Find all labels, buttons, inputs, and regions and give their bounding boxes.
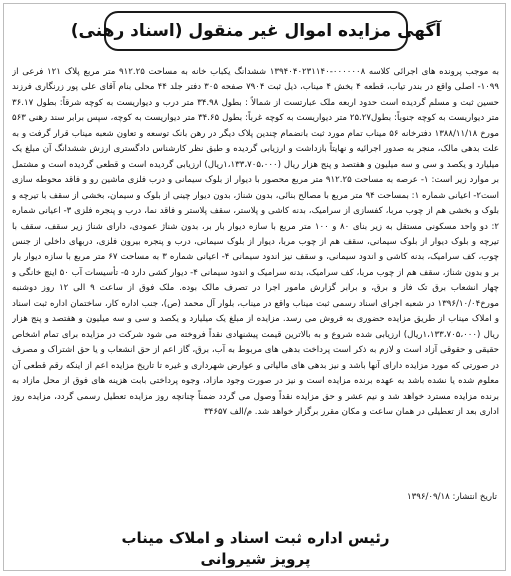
notice-body: به موجب پرونده های اجرائی کلاسه ۰۰۰۰۰۰۸-۱۳۹۴۰۴۰۲۳۱۱۴۰ ششدانگ یکباب خانه به مساحت ۹۱۲.۲۵ متر مربع پلاک ۱۲۱ فرعی از ۱۰۹۹- اصلی واقع در بندر تیاب، قطعه ۴ بخش ۴ میناب، ذیل ثبت ۷۹۰۴ صفحه ۳۰۵ دفتر جلد ۴۴ محلی بنام آقای علی پور زرنگاری فرزند حسین ثبت و مسلم گردیده است حدود اربعه ملک عبارتست از شمالاً : بطول ۳۴.۹۸ متر درب و دیواریست به کوچه شرقاً: بطول ۳۶.۱۷ متر دیواریست به کوچه جنوباً: بطول۲۵.۲۷ متر دیواریست به کوچه غرباً: بطول ۳۴.۶۵ متر دیواریست به کوچه، سپس برابر سند رهنی ۵۶۳ مورخ ۱۳۸۸/۱۱/۱۸ دفترخانه ۵۶ میناب تمام مورد ثبت بانضمام چندین پلاک دیگر در رهن بانک توسعه و تعاون شعبه میناب قرار گرفت و به علت بدهی مالک، منجر به صدور اجرائیه و نهایتاً بازداشت و ارزیابی گردیده و طبق نظر کارشناس دادگستری ارزش ششدانگ آن مبلغ یک میلیارد و یکصد و سی و سه میلیون و هفتصد و پنج هزار ریال (۱،۱۳۳،۷۰۵،۰۰۰ریال) ارزیابی گردیده است و قطعی گردیده است و مشتمل بر موارد زیر است: ۱- عرصه به مساحت ۹۱۲.۲۵ متر مربع محصور با دیوار از بلوک سیمانی و درب فلزی ماشین رو و فاقد محوطه سازی است۲- اعیانی شماره ۱: بمساحت ۹۴ متر مربع با مصالح بنائی، بدون شناژ، بدون دیوار چینی از بلوک و سیمان، بخشی از سقف با تیرچه و بلوک و بخشی هم از چوب مربا، کفسازی از سرامیک، بدنه کاشی و پلاستر، سقف پلاستر و فاقد نما، درب و پنجره فلزی ۳- اعیانی شماره ۲: دو واحد مسکونی مستقل به زیر بنای ۸۰ و ۱۰۰ متر مربع با سازه دیوار بار بر، بدون شناژ عمودی، دارای شناژ زیر سقف، سقف با تیرچه و بلوک دیوار از بلوک سیمانی، سقف هم از چوب مربا، دیوار از بلوک سیمانی، درب و پنجره بیرون فلزی، دربهای داخلی از جنس چوب، کف سرامیک، بدنه کاشی و اندود سیمانی، و سقف نیز اندود سیمانی ۴- اعیانی شماره ۳ به مساحت ۶۷ متر مربع با سازه دیوار بار بر و بدون شناژ، سقف هم از چوب مربا، کف سرامیک، بدنه سرامیک و اندود سیمانی ۴- دیوار کشی دارد ۵- تأسیسات آب ۵۰ اینچ خانگی و چهار انشعاب برق تک فاز و برق، و برابر گزارش مامور اجرا در تصرف مالک بوده. ملک فوق از ساعت ۹ الی ۱۲ روز دوشنبه مورخ۱۳۹۶/۱۰/۰۴ در شعبه اجرای اسناد رسمی ثبت میناب واقع در میناب، بلوار آل محمد (ص)، جنب اداره کار، ساختمان اداره ثبت اسناد و املاک میناب از طریق مزایده حضوری به فروش می رسد. مزایده از مبلغ یک میلیارد و یکصد و سی و سه میلیون و هفتصد و پنج هزار ریال (۱،۱۳۳،۷۰۵،۰۰۰ریال) ارزیابی شده شروع و به بالاترین قیمت پیشنهادی نقداً فروخته می شود شرکت در مزایده برای تمام اشخاص حقیقی و حقوقی آزاد است و لازم به ذکر است پرداخت بدهی های مربوط به آب، برق، گاز اعم از حق انشعاب و یا حق اشتراک و مصرف در صورتی که مورد مزایده دارای آنها باشد و نیز بدهی های مالیاتی و عوارض شهرداری و غیره تا تاریخ مزایده اعم از اینکه رقم قطعی آن معلوم شده یا نشده باشد به عهده برنده مزایده است و نیز در صورت وجود مازاد، وجوه پرداختی بابت هزینه های فوق از محل مازاد به برنده مزایده مسترد خواهد شد و نیم عشر و حق مزایده نقداً وصول می گردد ضمناً چنانچه روز مزایده تعطیل رسمی گردد، مزایده روز اداری بعد از تعطیلی در همان ساعت و مکان مقرر برگزار خواهد شد. م/الف ۳۴۶۵۷ <box>12 67 499 417</box>
publish-date: تاریخ انتشار: ۱۳۹۶/۰۹/۱۸ <box>407 492 497 502</box>
signature-title: رئیس اداره ثبت اسناد و املاک میناب <box>121 529 390 547</box>
signature-name: پرویز شیروانی <box>200 550 311 568</box>
signature-block <box>60 528 451 569</box>
notice-title: آگهی مزایده اموال غیر منقول (اسناد رهنی) <box>70 21 442 41</box>
notice-dates <box>197 490 497 505</box>
notice-title-box <box>70 11 442 51</box>
